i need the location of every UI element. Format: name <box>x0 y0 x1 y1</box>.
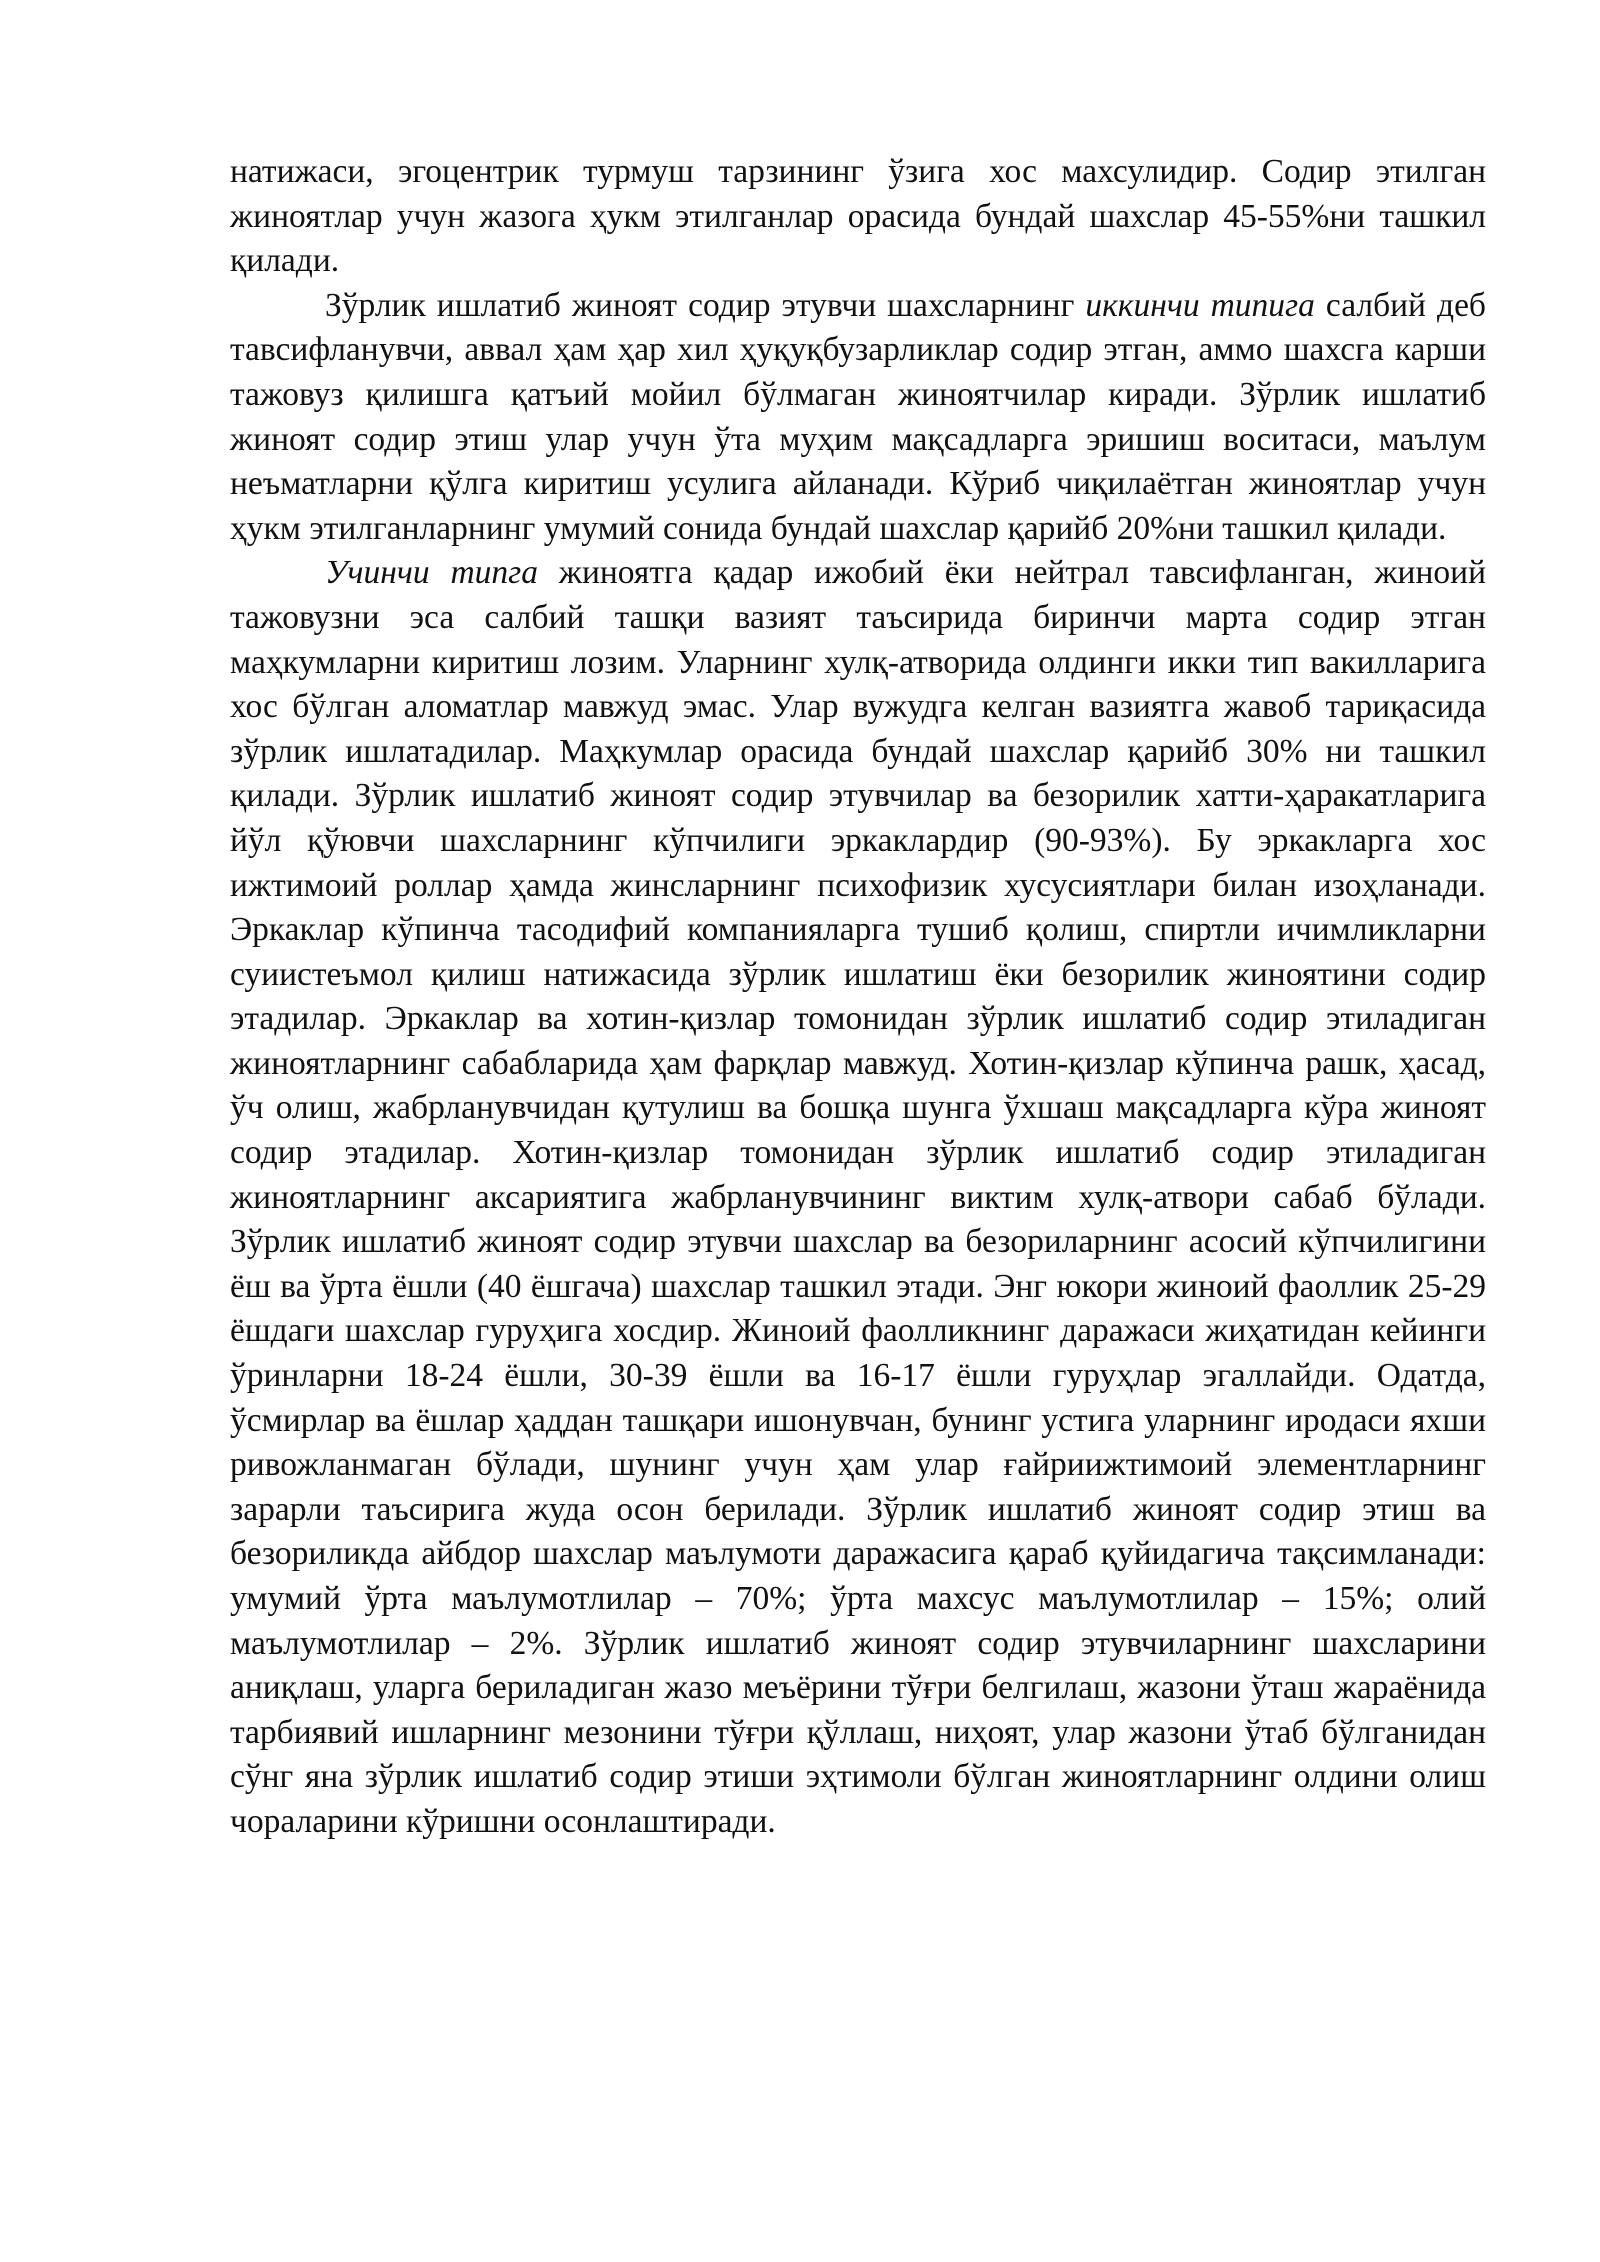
emphasis-second-type: иккинчи типига <box>1085 286 1315 324</box>
paragraph-second-type <box>230 284 1486 552</box>
paragraph-body-text: жиноятга қадар ижобий ёки нейтрал тавсифланган, жиноий тажовузни эса салбий ташқи вазият таъсирида биринчи марта содир этган маҳкумларни киритиш лозим. Уларнинг хулқ-атворида олдинги икки тип вакилларига хос бўлган аломатлар мавжуд эмас. Улар вужудга келган вазиятга жавоб тариқасида зўрлик ишлатадилар. Маҳкумлар орасида бундай шахслар қарийб 30% ни ташкил қилади. Зўрлик ишлатиб жиноят содир этувчилар ва безорилик хатти-ҳаракатларига йўл қўювчи шахсларнинг кўпчилиги эркаклардир (90-93%). Бу эркакларга хос ижтимоий роллар ҳамда жинсларнинг психофизик хусусиятлари билан изоҳланади. Эркаклар кўпинча тасодифий компанияларга тушиб қолиш, спиртли ичимликларни суиистеъмол қилиш натижасида зўрлик ишлатиш ёки безорилик жиноятини содир этадилар. Эркаклар ва хотин-қизлар томонидан зўрлик ишлатиб содир этиладиган жиноятларнинг сабабларида ҳам фарқлар мавжуд. Хотин-қизлар кўпинча рашк, ҳасад, ўч олиш, жабрланувчидан қутулиш ва бошқа шунга ўхшаш мақсадларга кўра жиноят содир этадилар. Хотин-қизлар томонидан зўрлик ишлатиб содир этиладиган жиноятларнинг аксариятига жабрланувчининг виктим хулқ-атвори сабаб бўлади. Зўрлик ишлатиб жиноят содир этувчи шахслар ва безориларнинг асосий кўпчилигини ёш ва ўрта ёшли (40 ёшгача) шахслар ташкил этади. Энг юкори жиноий фаоллик 25-29 ёшдаги шахслар гуруҳига хосдир. Жиноий фаолликнинг даражаси жиҳатидан кейинги ўринларни 18-24 ёшли, 30-39 ёшли ва 16-17 ёшли гуруҳлар эгаллайди. Одатда, ўсмирлар ва ёшлар ҳаддан ташқари ишонувчан, бунинг устига уларнинг иродаси яхши ривожланмаган бўлади, шунинг учун ҳам улар ғайриижтимоий элементларнинг зарарли таъсирига жуда осон берилади. Зўрлик ишлатиб жиноят содир этиш ва безориликда айбдор шахслар маълумоти даражасига қараб қуйидагича тақсимланади: умумий ўрта маълумотлилар – 70%; ўрта махсус маълумотлилар – 15%; олий маълумотлилар – 2%. Зўрлик ишлатиб жиноят содир этувчиларнинг шахсларини аниқлаш, уларга бериладиган жазо меъёрини тўғри белгилаш, жазони ўташ жараёнида тарбиявий ишларнинг мезонини тўғри қўллаш, ниҳоят, улар жазони ўтаб бўлганидан сўнг яна зўрлик ишлатиб содир этиши эҳтимоли бўлган жиноятларнинг олдини олиш чораларини кўришни осонлаштиради. <box>230 554 1486 1840</box>
paragraph-continuation: натижаси, эгоцентрик турмуш тарзининг ўзига хос махсулидир. Содир этилган жиноятлар учун жазога ҳукм этилганлар орасида бундай шахслар 45-55%ни ташкил қилади. <box>230 153 1486 280</box>
emphasis-third-type: Учинчи типга <box>325 554 538 592</box>
paragraph-lead-text: Зўрлик ишлатиб жиноят содир этувчи шахсларнинг <box>325 286 1086 324</box>
document-body <box>230 150 1486 1845</box>
paragraph-body-text: салбий деб тавсифланувчи, аввал ҳам ҳар хил ҳуқуқбузарликлар содир этган, аммо шахсга карши тажовуз қилишга қатъий мойил бўлмаган жиноятчилар киради. Зўрлик ишлатиб жиноят содир этиш улар учун ўта муҳим мақсадларга эришиш воситаси, маълум неъматларни қўлга киритиш усулига айланади. Кўриб чиқилаётган жиноятлар учун ҳукм этилганларнинг умумий сонида бундай шахслар қарийб 20%ни ташкил қилади. <box>230 286 1486 547</box>
paragraph-third-type <box>230 551 1486 1844</box>
